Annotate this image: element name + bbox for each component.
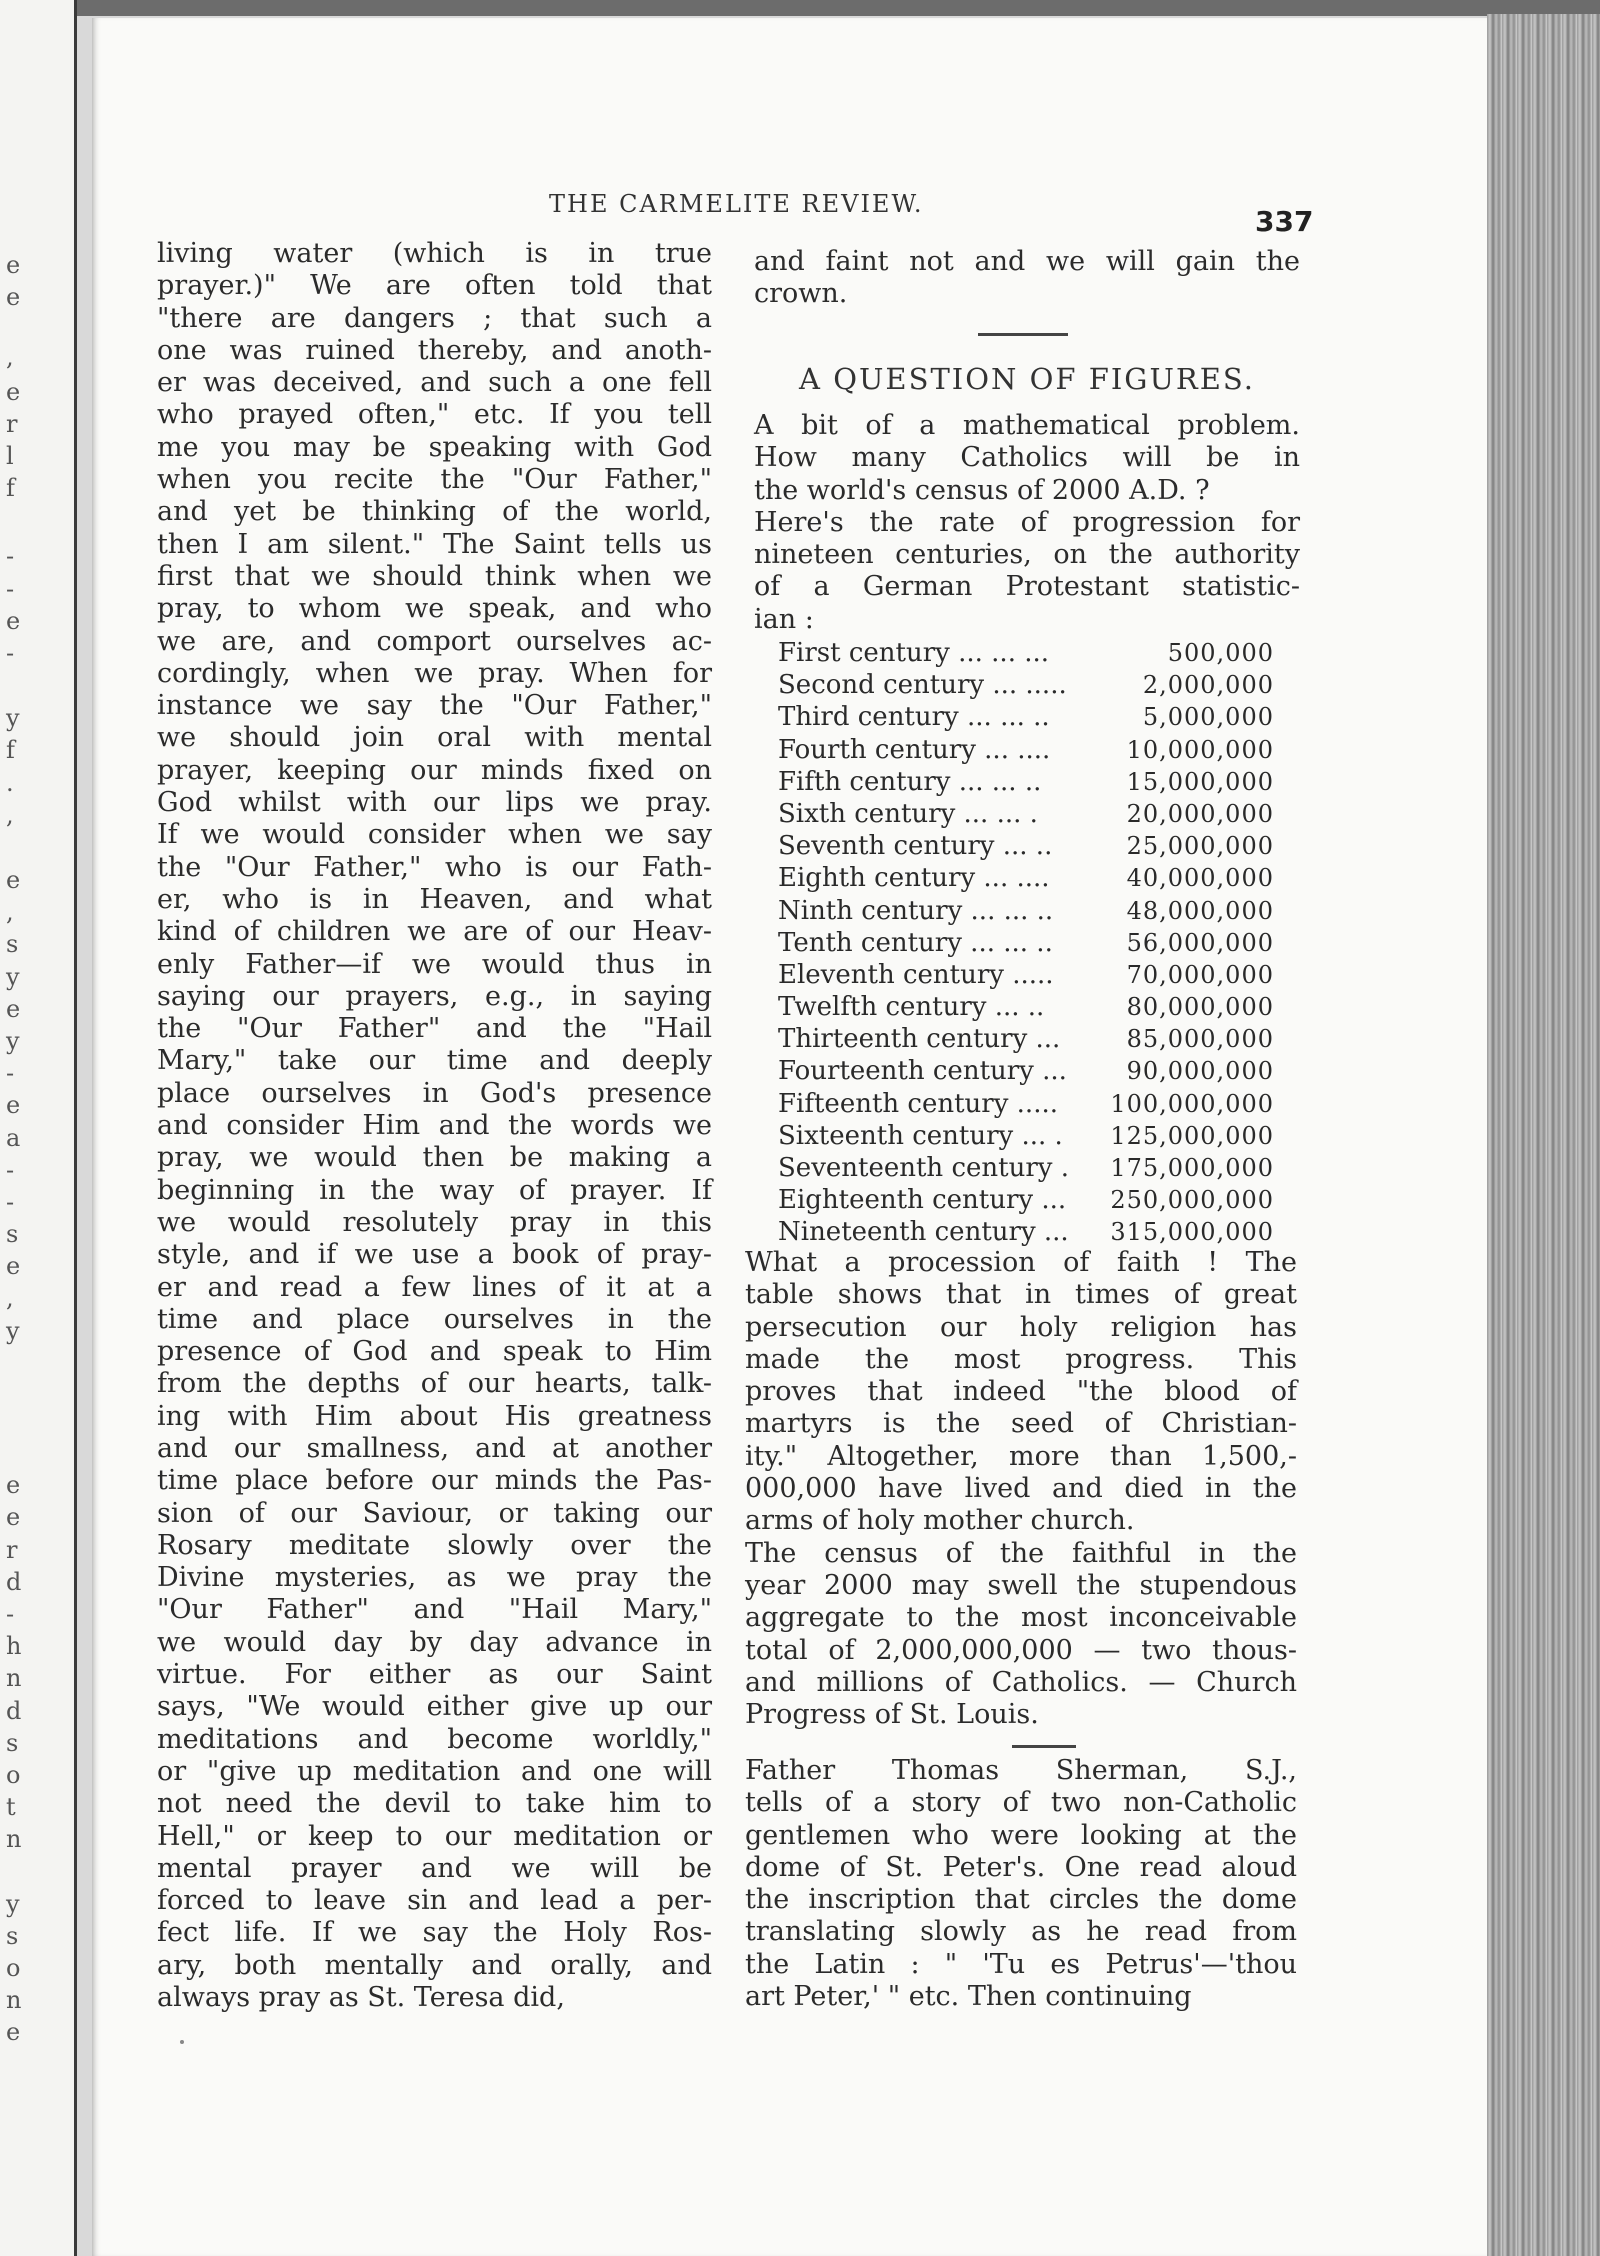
facing-page-char: y	[6, 963, 20, 991]
facing-page-char: s	[6, 1729, 19, 1757]
census-row	[778, 734, 1274, 766]
text-line: The census of the faithful in the	[745, 1537, 1297, 1569]
facing-page-char: -	[6, 575, 15, 603]
text-line: prayer, keeping our minds fixed on	[157, 754, 712, 786]
text-line: art Peter,' " etc. Then continuing	[745, 1981, 1192, 2013]
text-line: the inscription that circles the dome	[745, 1884, 1297, 1916]
century-label: Eighteenth century ...	[778, 1185, 1067, 1216]
text-line: always pray as St. Teresa did,	[157, 1982, 565, 2014]
page-speck	[180, 2040, 184, 2044]
census-row	[778, 830, 1274, 862]
census-row	[778, 1055, 1274, 1087]
text-line: sion of our Saviour, or taking our	[157, 1497, 712, 1529]
scan-top-border	[0, 0, 1600, 16]
census-row	[778, 991, 1274, 1023]
text-line: style, and if we use a book of pray-	[157, 1239, 712, 1271]
text-line: the "Our Father" and the "Hail	[157, 1013, 712, 1045]
text-line: place ourselves in God's presence	[157, 1077, 712, 1109]
facing-page-char: o	[6, 1761, 21, 1789]
facing-page-char: a	[6, 1124, 21, 1152]
page-number: 337	[1255, 205, 1314, 238]
text-line: pray, to whom we speak, and who	[157, 593, 712, 625]
facing-page-char: f	[6, 736, 15, 764]
century-label: Ninth century ... ... ..	[778, 895, 1054, 926]
text-line: and our smallness, and at another	[157, 1432, 712, 1464]
sherman-anecdote	[745, 1755, 1297, 2013]
catholic-count: 125,000,000	[1110, 1121, 1274, 1150]
text-line: cordingly, when we pray. When for	[157, 657, 712, 689]
page-fore-edge	[1487, 14, 1600, 2256]
century-label: Seventh century ... ..	[778, 831, 1053, 862]
facing-page-char: d	[6, 1568, 22, 1596]
facing-page-char: ,	[6, 898, 14, 926]
text-line: and faint not and we will gain the	[754, 246, 1300, 277]
census-table	[778, 637, 1274, 1249]
text-line: Divine mysteries, as we pray the	[157, 1562, 712, 1594]
catholic-count: 40,000,000	[1126, 864, 1274, 893]
century-label: Fourth century ... ....	[778, 734, 1051, 765]
census-row	[778, 862, 1274, 894]
catholic-count: 10,000,000	[1126, 735, 1274, 764]
facing-page-char: ,	[6, 801, 14, 829]
text-line: enly Father—if we would thus in	[157, 948, 712, 980]
facing-page-char: s	[6, 930, 19, 958]
facing-page-char: .	[6, 769, 14, 797]
text-line: gentlemen who were looking at the	[745, 1819, 1297, 1851]
facing-page-char: e	[6, 1503, 21, 1531]
text-line: er, who is in Heaven, and what	[157, 883, 712, 915]
census-row	[778, 959, 1274, 991]
catholic-count: 90,000,000	[1126, 1057, 1274, 1086]
century-label: Twelfth century ... ..	[778, 992, 1045, 1023]
text-line: translating slowly as he read from	[745, 1916, 1297, 1948]
facing-page-char: r	[6, 1536, 18, 1564]
text-line: time and place ourselves in the	[157, 1303, 712, 1335]
catholic-count: 20,000,000	[1126, 799, 1274, 828]
text-line: aggregate to the most inconceivable	[745, 1602, 1297, 1634]
century-label: Sixth century ... ... .	[778, 798, 1038, 829]
text-line: then I am silent." The Saint tells us	[157, 528, 712, 560]
text-line: we should join oral with mental	[157, 722, 712, 754]
text-line: says, "We would either give up our	[157, 1691, 712, 1723]
text-line: martyrs is the seed of Christian-	[745, 1408, 1297, 1440]
text-line: we would day by day advance in	[157, 1626, 712, 1658]
text-line: presence of God and speak to Him	[157, 1336, 712, 1368]
left-column-text	[157, 238, 712, 2014]
text-line: God whilst with our lips we pray.	[157, 787, 712, 819]
century-label: Tenth century ... ... ..	[778, 927, 1053, 958]
catholic-count: 15,000,000	[1126, 767, 1274, 796]
text-line: fect life. If we say the Holy Ros-	[157, 1917, 712, 1949]
text-line: kind of children we are of our Heav-	[157, 916, 712, 948]
facing-page-char: e	[6, 995, 21, 1023]
text-line: instance we say the "Our Father,"	[157, 690, 712, 722]
text-line: proves that indeed "the blood of	[745, 1376, 1297, 1408]
facing-page-char: -	[6, 1059, 15, 1087]
article-title: A QUESTION OF FIGURES.	[799, 362, 1255, 396]
century-label: Sixteenth century ... .	[778, 1120, 1063, 1151]
text-line: who prayed often," etc. If you tell	[157, 399, 712, 431]
text-line: from the depths of our hearts, talk-	[157, 1368, 712, 1400]
facing-page-char: l	[6, 442, 14, 470]
text-line: saying our prayers, e.g., in saying	[157, 980, 712, 1012]
text-line: Here's the rate of progression for	[754, 506, 1300, 538]
facing-page-letters	[0, 0, 70, 2256]
facing-page-char: -	[6, 1156, 15, 1184]
facing-page-char: f	[6, 474, 15, 502]
facing-page-char: -	[6, 1600, 15, 1628]
text-line: Father Thomas Sherman, S.J.,	[745, 1755, 1297, 1786]
text-line: the "Our Father," who is our Fath-	[157, 851, 712, 883]
text-line: Rosary meditate slowly over the	[157, 1529, 712, 1561]
text-line: total of 2,000,000,000 — two thous-	[745, 1634, 1297, 1666]
facing-page-char: s	[6, 1922, 19, 1950]
catholic-count: 80,000,000	[1126, 993, 1274, 1022]
facing-page-char: y	[6, 704, 20, 732]
census-row	[778, 1088, 1274, 1120]
text-line: How many Catholics will be in	[754, 442, 1300, 474]
facing-page-char: n	[6, 1825, 22, 1853]
catholic-count: 25,000,000	[1126, 832, 1274, 861]
text-line: "Our Father" and "Hail Mary,"	[157, 1594, 712, 1626]
census-row	[778, 637, 1274, 669]
century-label: Nineteenth century ...	[778, 1217, 1069, 1248]
text-line: and yet be thinking of the world,	[157, 496, 712, 528]
text-line: made the most progress. This	[745, 1343, 1297, 1375]
text-line: the world's census of 2000 A.D. ?	[754, 474, 1210, 506]
facing-page-char: h	[6, 1632, 22, 1660]
text-line: and millions of Catholics. — Church	[745, 1666, 1297, 1698]
facing-page-char: e	[6, 1252, 21, 1280]
century-label: First century ... ... ...	[778, 638, 1050, 668]
text-line: er and read a few lines of it at a	[157, 1271, 712, 1303]
catholic-count: 100,000,000	[1110, 1089, 1274, 1118]
text-line: prayer.)" We are often told that	[157, 270, 712, 302]
text-line: when you recite the "Our Father,"	[157, 464, 712, 496]
text-line: meditations and become worldly,"	[157, 1723, 712, 1755]
facing-page-char: t	[6, 1793, 16, 1821]
facing-page-char: ,	[6, 1284, 14, 1312]
article-intro	[754, 410, 1300, 636]
text-line: pray, we would then be making a	[157, 1142, 712, 1174]
facing-page-char: n	[6, 1986, 22, 2014]
facing-page-char: -	[6, 639, 15, 667]
facing-page-char: e	[6, 1091, 21, 1119]
text-line: If we would consider when we say	[157, 819, 712, 851]
facing-page-edge	[0, 0, 77, 2256]
century-label: Eleventh century .....	[778, 959, 1054, 990]
catholic-count: 48,000,000	[1126, 896, 1274, 925]
text-line: Mary," take our time and deeply	[157, 1045, 712, 1077]
facing-page-char: o	[6, 1954, 21, 1982]
facing-page-char: y	[6, 1890, 20, 1918]
text-line: not need the devil to take him to	[157, 1788, 712, 1820]
text-line: the Latin : " 'Tu es Petrus'—'thou	[745, 1948, 1297, 1980]
catholic-count: 175,000,000	[1110, 1154, 1274, 1182]
century-label: Fourteenth century ...	[778, 1056, 1067, 1087]
century-label: Fifth century ... ... ..	[778, 766, 1042, 797]
text-line: crown.	[754, 278, 848, 310]
section-rule	[978, 333, 1068, 336]
text-line: Hell," or keep to our meditation or	[157, 1820, 712, 1852]
text-line: er was deceived, and such a one fell	[157, 367, 712, 399]
census-row	[778, 766, 1274, 798]
text-line: Progress of St. Louis.	[745, 1699, 1039, 1731]
text-line: nineteen centuries, on the authority	[754, 539, 1300, 571]
text-line: of a German Protestant statistic-	[754, 571, 1300, 603]
century-label: Seventeenth century .	[778, 1153, 1069, 1183]
century-label: Second century ... .....	[778, 670, 1067, 701]
facing-page-char: e	[6, 378, 21, 406]
facing-page-char: e	[6, 1471, 21, 1499]
facing-page-char: e	[6, 251, 21, 279]
census-row	[778, 1152, 1274, 1184]
text-line: A bit of a mathematical problem.	[754, 410, 1300, 441]
text-line: What a procession of faith ! The	[745, 1247, 1297, 1278]
catholic-count: 5,000,000	[1142, 703, 1274, 732]
text-line: forced to leave sin and lead a per-	[157, 1885, 712, 1917]
previous-article-ending	[754, 246, 1300, 311]
text-line: and consider Him and the words we	[157, 1110, 712, 1142]
text-line: ian :	[754, 603, 814, 635]
text-line: beginning in the way of prayer. If	[157, 1174, 712, 1206]
text-line: ing with Him about His greatness	[157, 1400, 712, 1432]
catholic-count: 56,000,000	[1126, 928, 1274, 957]
text-line: ity." Altogether, more than 1,500,-	[745, 1440, 1297, 1472]
text-line: or "give up meditation and one will	[157, 1755, 712, 1787]
facing-page-char: r	[6, 410, 18, 438]
facing-page-char: -	[6, 1188, 15, 1216]
census-row	[778, 927, 1274, 959]
facing-page-char: e	[6, 607, 21, 635]
text-line: living water (which is in true	[157, 238, 712, 269]
running-head: THE CARMELITE REVIEW.	[549, 190, 924, 218]
facing-page-char: e	[6, 866, 21, 894]
text-line: tells of a story of two non-Catholic	[745, 1787, 1297, 1819]
text-line: persecution our holy religion has	[745, 1311, 1297, 1343]
text-line: ary, both mentally and orally, and	[157, 1949, 712, 1981]
facing-page-char: y	[6, 1317, 20, 1345]
catholic-count: 2,000,000	[1142, 671, 1274, 700]
text-line: year 2000 may swell the stupendous	[745, 1569, 1297, 1601]
facing-page-char: s	[6, 1220, 19, 1248]
census-row	[778, 895, 1274, 927]
text-line: me you may be speaking with God	[157, 431, 712, 463]
facing-page-char: -	[6, 542, 15, 570]
text-line: "there are dangers ; that such a	[157, 302, 712, 334]
text-line: we are, and comport ourselves ac-	[157, 625, 712, 657]
facing-page-char: e	[6, 2018, 21, 2046]
text-line: 000,000 have lived and died in the	[745, 1473, 1297, 1505]
century-label: Fifteenth century .....	[778, 1088, 1058, 1119]
text-line: one was ruined thereby, and anoth-	[157, 334, 712, 366]
facing-page-char: d	[6, 1697, 22, 1725]
census-row	[778, 1184, 1274, 1216]
text-line: virtue. For either as our Saint	[157, 1659, 712, 1691]
text-line: time place before our minds the Pas-	[157, 1465, 712, 1497]
facing-page-char: ,	[6, 343, 14, 371]
century-label: Thirteenth century ...	[778, 1024, 1061, 1055]
facing-page-char: y	[6, 1027, 20, 1055]
text-line: first that we should think when we	[157, 560, 712, 592]
catholic-count: 85,000,000	[1126, 1025, 1274, 1054]
section-rule-small	[1012, 1745, 1076, 1748]
century-label: Third century ... ... ..	[778, 702, 1050, 733]
catholic-count: 70,000,000	[1126, 960, 1274, 989]
text-line: mental prayer and we will be	[157, 1852, 712, 1884]
census-row	[778, 1216, 1274, 1248]
census-row	[778, 798, 1274, 830]
census-row	[778, 669, 1274, 701]
census-row	[778, 1120, 1274, 1152]
text-line: we would resolutely pray in this	[157, 1206, 712, 1238]
facing-page-char: n	[6, 1664, 22, 1692]
article-body	[745, 1247, 1297, 1731]
census-row	[778, 1023, 1274, 1055]
catholic-count: 500,000	[1167, 639, 1274, 667]
catholic-count: 250,000,000	[1110, 1186, 1274, 1215]
text-line: table shows that in times of great	[745, 1279, 1297, 1311]
text-line: arms of holy mother church.	[745, 1505, 1135, 1537]
catholic-count: 315,000,000	[1110, 1218, 1274, 1247]
text-line: dome of St. Peter's. One read aloud	[745, 1851, 1297, 1883]
facing-page-char: e	[6, 283, 21, 311]
census-row	[778, 701, 1274, 733]
century-label: Eighth century ... ....	[778, 863, 1050, 894]
